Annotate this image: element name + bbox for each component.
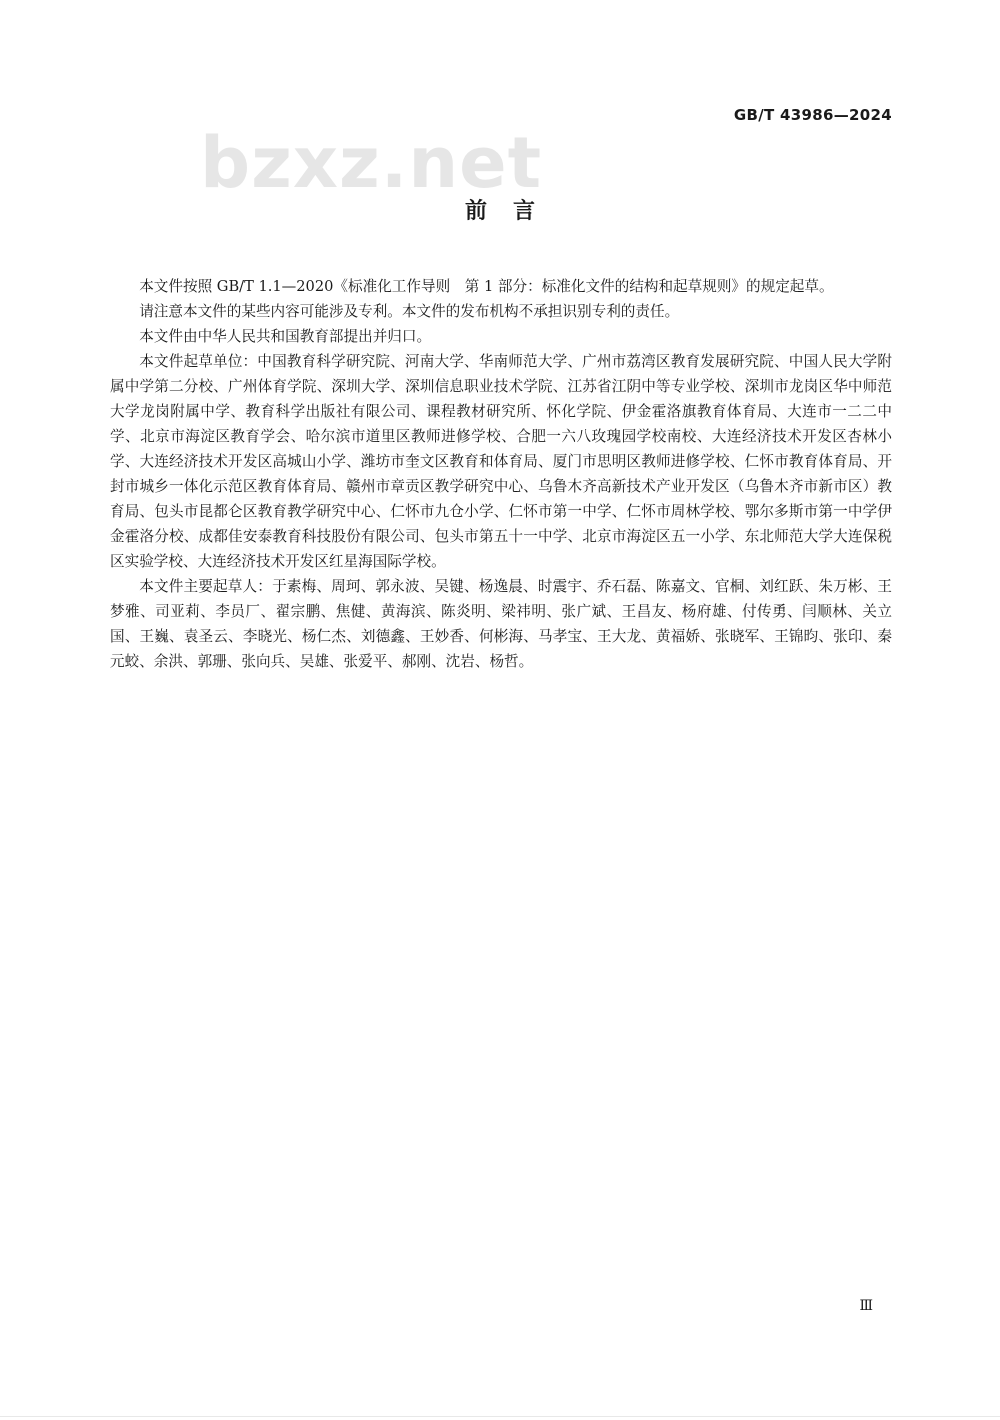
paragraph-drafting-rules: 本文件按照 GB/T 1.1—2020《标准化工作导则 第 1 部分：标准化文件的结构和起草规则》的规定起草。 — [139, 278, 834, 295]
paragraph-drafting-units: 本文件起草单位：中国教育科学研究院、河南大学、华南师范大学、广州市荔湾区教育发展研究院、中国人民大学附属中学第二分校、广州体育学院、深圳大学、深圳信息职业技术学院、江苏省江阴中等专业学校、深圳市龙岗区华中师范大学龙岗附属中学、教育科学出版社有限公司、课程教材研究所、怀化学院、伊金霍洛旗教育体育局、大连市一二二中学、北京市海淀区教育学会、哈尔滨市道里区教师进修学校、合肥一六八玫瑰园学校南校、大连经济技术开发区杏林小学、大连经济技术开发区高城山小学、潍坊市奎文区教育和体育局、厦门市思明区教师进修学校、仁怀市教育体育局、开封市城乡一体化示范区教育体育局、赣州市章贡区教学研究中心、乌鲁木齐高新技术产业开发区（乌鲁木齐市新市区）教育局、包头市昆都仑区教育教学研究中心、仁怀市九仓小学、仁怀市第一中学、仁怀市周林学校、鄂尔多斯市第一中学伊金霍洛分校、成都佳安泰教育科技股份有限公司、包头市第五十一中学、北京市海淀区五一小学、东北师范大学大连保税区实验学校、大连经济技术开发区红星海国际学校。 — [110, 353, 892, 570]
page-bottom-edge — [0, 1416, 1000, 1417]
paragraph-proposer: 本文件由中华人民共和国教育部提出并归口。 — [139, 328, 432, 345]
paragraph-drafters: 本文件主要起草人：于素梅、周珂、郭永波、吴键、杨逸晨、时震宇、乔石磊、陈嘉文、官桐、刘红跃、朱万彬、王梦雅、司亚莉、李员厂、翟宗鹏、焦健、黄海滨、陈炎明、梁祎明、张广斌、王昌友、杨府雄、付传勇、闫顺林、关立国、王巍、袁圣云、李晓光、杨仁杰、刘德鑫、王妙香、何彬海、马孝宝、王大龙、黄福娇、张晓军、王锦昀、张印、秦元蛟、余洪、郭珊、张向兵、吴雄、张爱平、郝刚、沈岩、杨哲。 — [110, 578, 892, 670]
page-number: Ⅲ — [859, 1298, 872, 1314]
foreword-body — [110, 274, 892, 674]
watermark: bzxz.net — [200, 122, 543, 204]
standard-number: GB/T 43986—2024 — [733, 106, 892, 124]
paragraph-patent-notice: 请注意本文件的某些内容可能涉及专利。本文件的发布机构不承担识别专利的责任。 — [139, 303, 680, 320]
page-title: 前言 — [464, 199, 561, 224]
